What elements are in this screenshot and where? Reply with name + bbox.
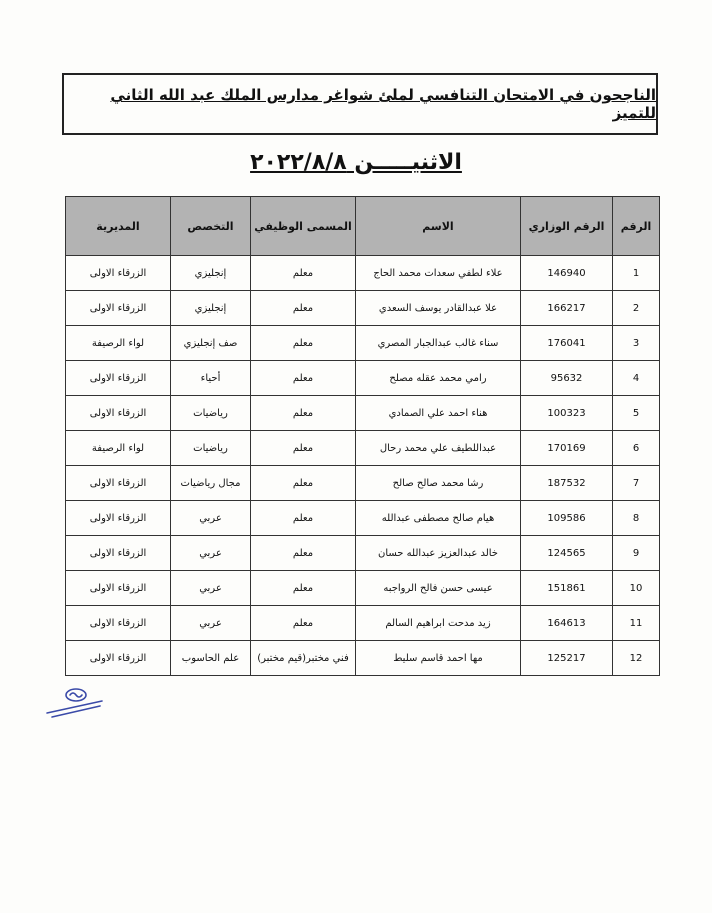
cell-specialization: عربي (171, 501, 251, 536)
cell-ministry-no: 166217 (521, 291, 613, 326)
cell-ministry-no: 109586 (521, 501, 613, 536)
cell-ministry-no: 151861 (521, 571, 613, 606)
cell-ministry-no: 100323 (521, 396, 613, 431)
cell-name: زيد مدحت ابراهيم السالم (356, 606, 521, 641)
table-row (66, 396, 660, 431)
cell-name: عبداللطيف علي محمد رحال (356, 431, 521, 466)
cell-name: هيام صالح مصطفى عبدالله (356, 501, 521, 536)
cell-job-title: معلم (251, 431, 356, 466)
cell-index: 12 (613, 641, 660, 676)
cell-name: خالد عبدالعزيز عبدالله حسان (356, 536, 521, 571)
cell-specialization: إنجليزي (171, 291, 251, 326)
table-row (66, 256, 660, 291)
cell-specialization: صف إنجليزي (171, 326, 251, 361)
table-row (66, 606, 660, 641)
cell-job-title: معلم (251, 396, 356, 431)
cell-directorate: الزرقاء الاولى (66, 361, 171, 396)
cell-index: 3 (613, 326, 660, 361)
date-heading: الاثنيـــــن ٢٠٢٢/٨/٨ (250, 150, 462, 175)
col-header-directorate: المديرية (66, 197, 171, 256)
cell-index: 11 (613, 606, 660, 641)
cell-index: 8 (613, 501, 660, 536)
cell-ministry-no: 170169 (521, 431, 613, 466)
cell-job-title: معلم (251, 361, 356, 396)
cell-specialization: عربي (171, 606, 251, 641)
table-row (66, 501, 660, 536)
table-row (66, 466, 660, 501)
cell-index: 5 (613, 396, 660, 431)
table-header-row (66, 197, 660, 256)
cell-index: 2 (613, 291, 660, 326)
cell-job-title: معلم (251, 571, 356, 606)
document-title: الناجحون في الامتحان التنافسي لملئ شواغر مدارس الملك عبد الله الثاني للتميز (110, 86, 656, 122)
cell-directorate: الزرقاء الاولى (66, 291, 171, 326)
cell-ministry-no: 187532 (521, 466, 613, 501)
cell-name: علا عبدالقادر يوسف السعدي (356, 291, 521, 326)
col-header-ministry-no: الرقم الوزاري (521, 197, 613, 256)
cell-specialization: رياضيات (171, 431, 251, 466)
cell-index: 9 (613, 536, 660, 571)
cell-specialization: علم الحاسوب (171, 641, 251, 676)
table-row (66, 361, 660, 396)
cell-name: عيسى حسن فالح الرواجبه (356, 571, 521, 606)
cell-directorate: الزرقاء الاولى (66, 256, 171, 291)
cell-ministry-no: 95632 (521, 361, 613, 396)
cell-directorate: لواء الرصيفة (66, 326, 171, 361)
cell-index: 1 (613, 256, 660, 291)
cell-directorate: الزرقاء الاولى (66, 571, 171, 606)
cell-directorate: الزرقاء الاولى (66, 606, 171, 641)
cell-directorate: الزرقاء الاولى (66, 536, 171, 571)
cell-specialization: عربي (171, 571, 251, 606)
table-body (66, 256, 660, 676)
table-row (66, 431, 660, 466)
cell-specialization: أحياء (171, 361, 251, 396)
results-table (65, 196, 660, 676)
cell-ministry-no: 146940 (521, 256, 613, 291)
cell-directorate: الزرقاء الاولى (66, 641, 171, 676)
cell-ministry-no: 124565 (521, 536, 613, 571)
col-header-index: الرقم (613, 197, 660, 256)
cell-index: 6 (613, 431, 660, 466)
table-row (66, 536, 660, 571)
cell-directorate: الزرقاء الاولى (66, 396, 171, 431)
cell-name: رامي محمد عقله مصلح (356, 361, 521, 396)
cell-specialization: مجال رياضيات (171, 466, 251, 501)
cell-directorate: الزرقاء الاولى (66, 501, 171, 536)
cell-directorate: لواء الرصيفة (66, 431, 171, 466)
title-box (62, 73, 658, 135)
cell-index: 10 (613, 571, 660, 606)
cell-directorate: الزرقاء الاولى (66, 466, 171, 501)
cell-job-title: معلم (251, 466, 356, 501)
cell-name: هناء احمد علي الصمادي (356, 396, 521, 431)
cell-name: علاء لطفي سعدات محمد الحاج (356, 256, 521, 291)
cell-job-title: معلم (251, 501, 356, 536)
cell-job-title: معلم (251, 256, 356, 291)
table-row (66, 291, 660, 326)
cell-specialization: رياضيات (171, 396, 251, 431)
cell-job-title: معلم (251, 536, 356, 571)
col-header-specialization: التخصص (171, 197, 251, 256)
table-row (66, 641, 660, 676)
cell-index: 7 (613, 466, 660, 501)
cell-ministry-no: 164613 (521, 606, 613, 641)
signature-scribble (44, 685, 104, 723)
table-row (66, 326, 660, 361)
cell-job-title: فني مختبر(قيم مختبر) (251, 641, 356, 676)
cell-specialization: عربي (171, 536, 251, 571)
cell-name: رشا محمد صالح صالح (356, 466, 521, 501)
cell-ministry-no: 176041 (521, 326, 613, 361)
cell-name: سناء غالب عبدالجبار المصري (356, 326, 521, 361)
cell-name: مها احمد قاسم سليط (356, 641, 521, 676)
cell-ministry-no: 125217 (521, 641, 613, 676)
col-header-name: الاسم (356, 197, 521, 256)
cell-job-title: معلم (251, 326, 356, 361)
table-row (66, 571, 660, 606)
cell-specialization: إنجليزي (171, 256, 251, 291)
cell-index: 4 (613, 361, 660, 396)
cell-job-title: معلم (251, 606, 356, 641)
col-header-job-title: المسمى الوظيفي (251, 197, 356, 256)
cell-job-title: معلم (251, 291, 356, 326)
